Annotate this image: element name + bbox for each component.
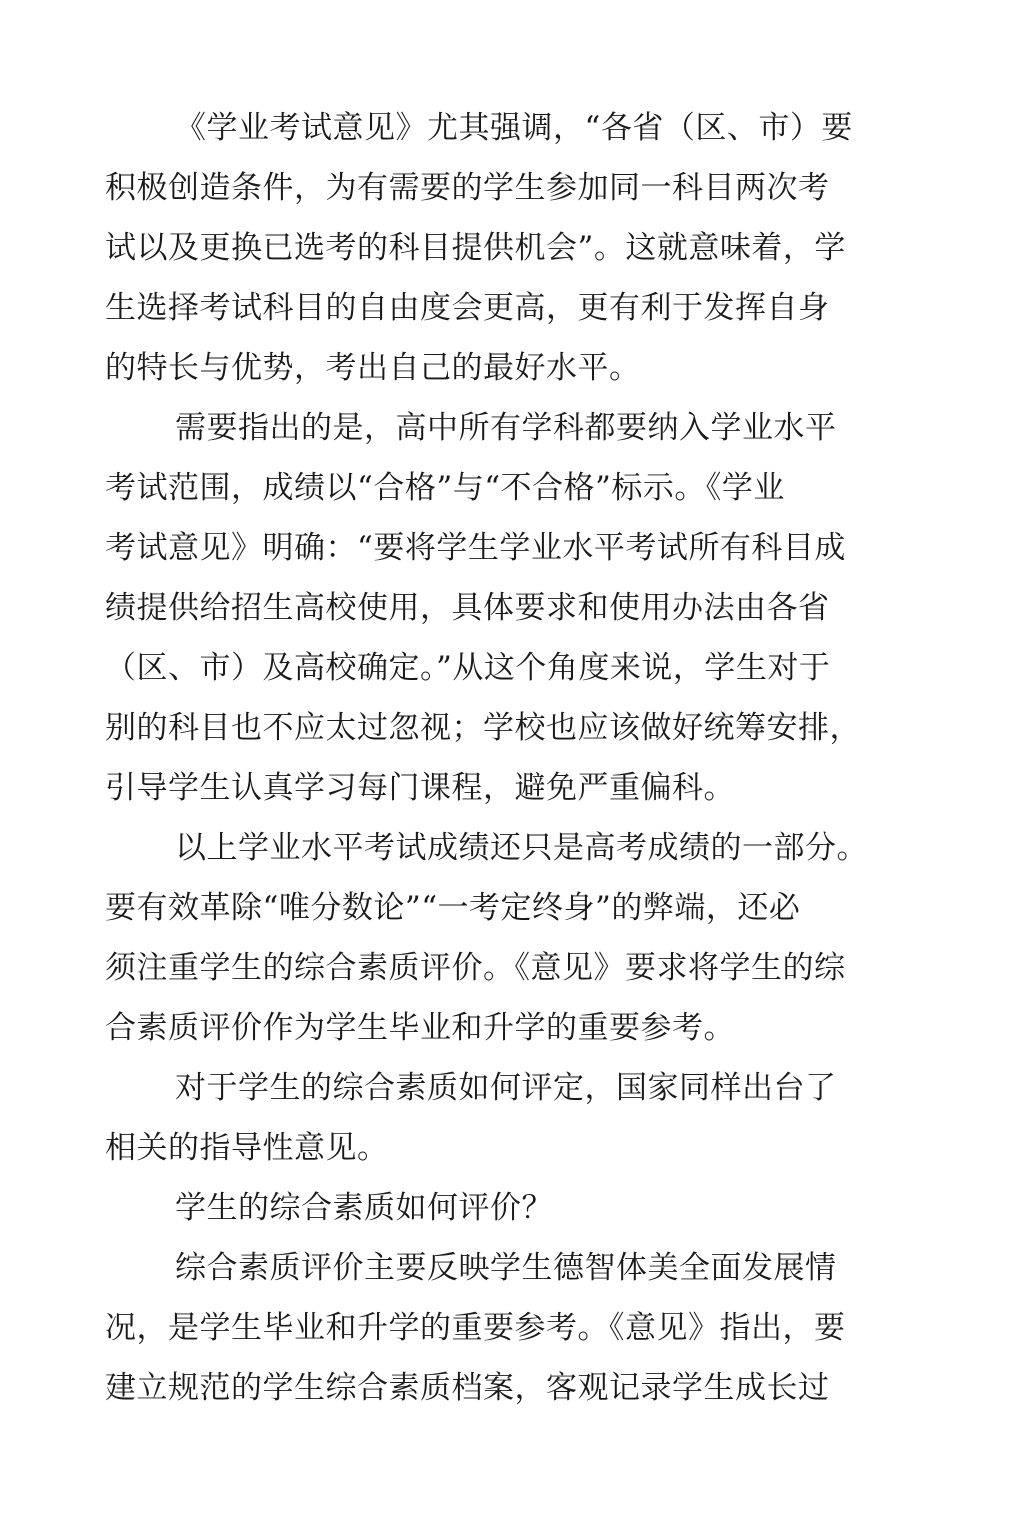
text-line: 相关的指导性意见。 (105, 1130, 389, 1166)
text-line: 建立规范的学生综合素质档案，客观记录学生成长过 (105, 1370, 830, 1406)
text-line: 的特长与优势，考出自己的最好水平。 (105, 350, 641, 386)
text-line: 对于学生的综合素质如何评定，国家同样出台了 (175, 1070, 837, 1106)
text-line: 绩提供给招生高校使用，具体要求和使用办法由各省 (105, 590, 830, 626)
text-line: 考试意见》明确：“要将学生学业水平考试所有科目成 (105, 530, 846, 566)
text-line: 综合素质评价主要反映学生德智体美全面发展情 (175, 1250, 837, 1286)
text-line: 积极创造条件，为有需要的学生参加同一科目两次考 (105, 170, 830, 206)
text-line: 要有效革除“唯分数论”“一考定终身”的弊端，还必 (105, 890, 801, 926)
text-line: 以上学业水平考试成绩还只是高考成绩的一部分。 (175, 830, 868, 866)
text-line: （区、市）及高校确定。”从这个角度来说，学生对于 (105, 650, 831, 686)
text-line: 引导学生认真学习每门课程，避免严重偏科。 (105, 770, 735, 806)
text-line: 《学业考试意见》尤其强调，“各省（区、市）要 (175, 110, 853, 146)
text-line: 需要指出的是，高中所有学科都要纳入学业水平 (175, 410, 837, 446)
text-line: 生选择考试科目的自由度会更高，更有利于发挥自身 (105, 290, 830, 326)
heading-question: 学生的综合素质如何评价？ (175, 1190, 553, 1226)
text-line: 须注重学生的综合素质评价。《意见》要求将学生的综 (105, 950, 846, 986)
text-line: 试以及更换已选考的科目提供机会”。这就意味着，学 (105, 230, 846, 266)
text-line: 考试范围，成绩以“合格”与“不合格”标示。《学业 (105, 470, 785, 506)
text-line: 合素质评价作为学生毕业和升学的重要参考。 (105, 1010, 735, 1046)
text-line: 别的科目也不应太过忽视；学校也应该做好统筹安排， (105, 710, 861, 746)
text-line: 况，是学生毕业和升学的重要参考。《意见》指出，要 (105, 1310, 846, 1346)
